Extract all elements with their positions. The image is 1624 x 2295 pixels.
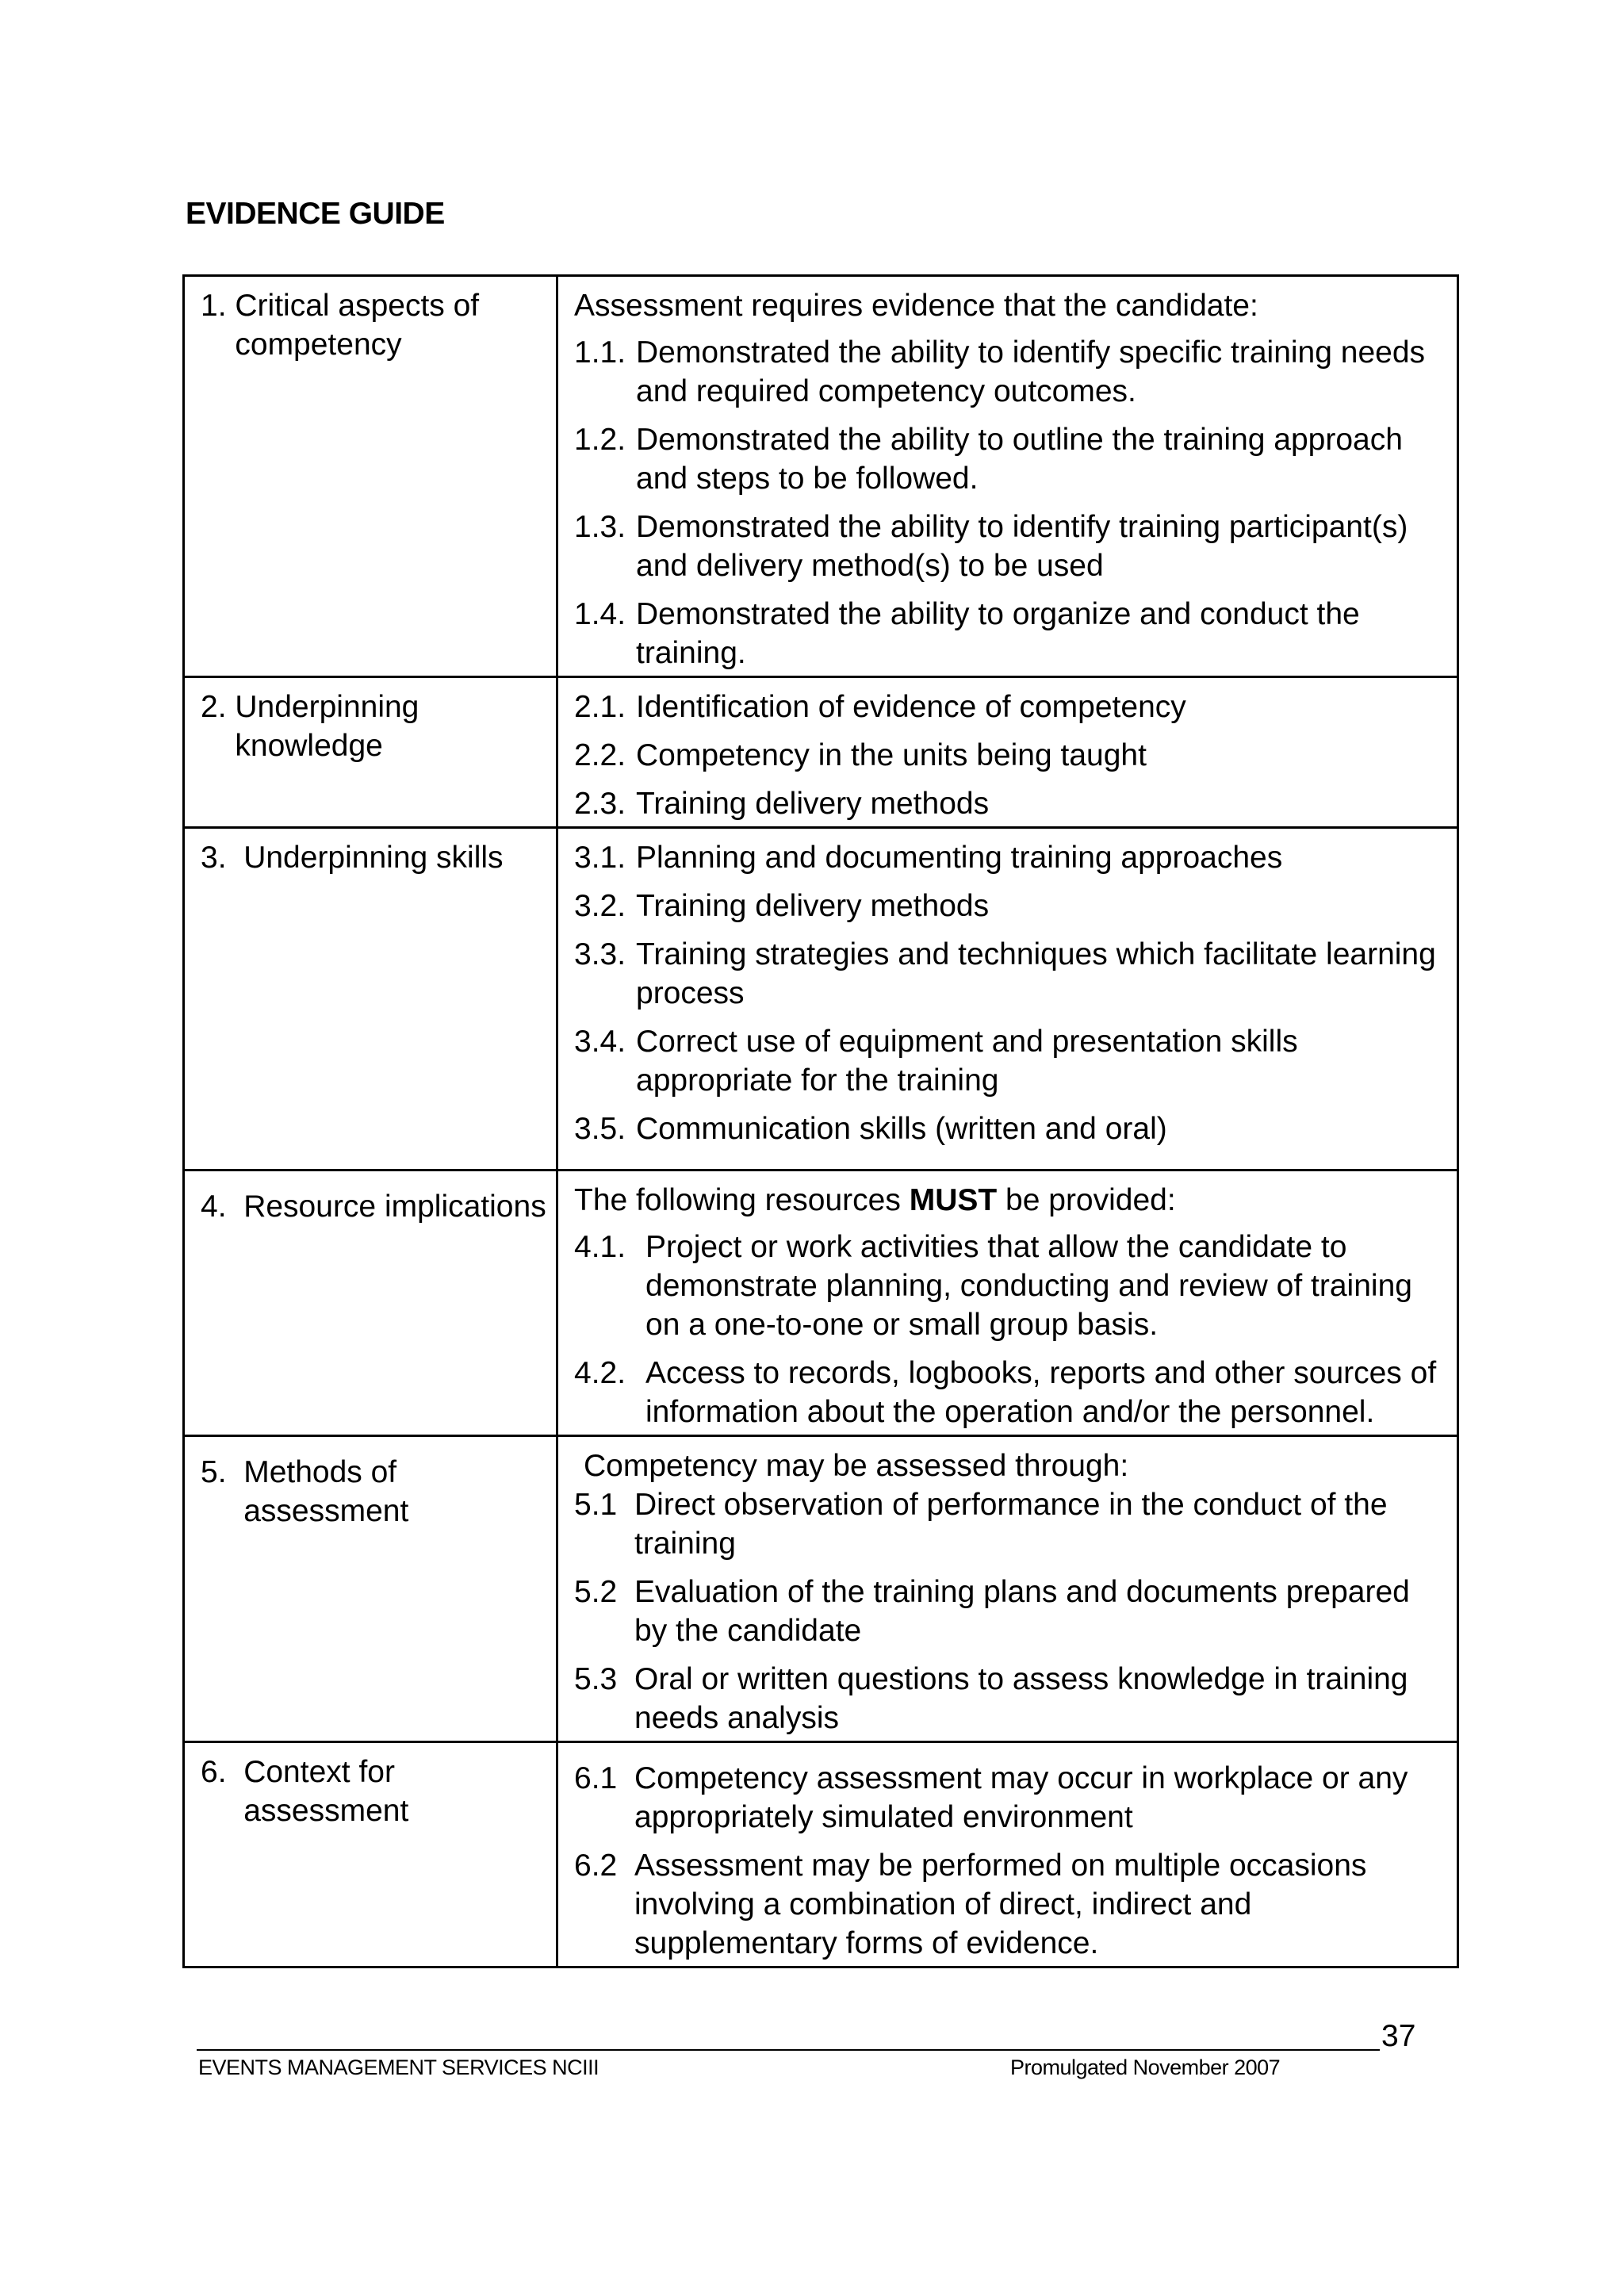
item-number: 3.1. xyxy=(574,841,626,875)
aspect-number: 5. xyxy=(201,1455,227,1489)
list-item xyxy=(574,1660,1444,1738)
item-number: 3.2. xyxy=(574,889,626,923)
list-item xyxy=(574,1354,1444,1431)
item-number: 2.1. xyxy=(574,690,626,724)
aspect-label: Methods of assessment xyxy=(243,1455,409,1528)
list-item xyxy=(574,595,1444,672)
list-item xyxy=(574,838,1444,877)
item-number: 6.1 xyxy=(574,1761,618,1795)
item-text: Oral or written questions to assess knowledge in training needs analysis xyxy=(634,1662,1408,1735)
evidence-intro: Assessment requires evidence that the candidate: xyxy=(574,289,1258,323)
aspect-number: 4. xyxy=(201,1190,227,1224)
aspect-label: Underpinning knowledge xyxy=(235,690,419,763)
aspect-number: 3. xyxy=(201,841,227,875)
evidence-cell xyxy=(557,1170,1458,1436)
aspect-label: Critical aspects of competency xyxy=(235,289,480,362)
table-row xyxy=(184,1170,1458,1436)
list-item xyxy=(574,688,1444,726)
item-number: 1.1. xyxy=(574,335,626,370)
list-item xyxy=(574,736,1444,775)
aspect-number: 2. xyxy=(201,690,227,724)
footer-document-title: EVENTS MANAGEMENT SERVICES NCIII xyxy=(198,2056,599,2079)
item-text: Demonstrated the ability to identify training participant(s) and delivery method(s) to be used xyxy=(636,510,1408,583)
list-item xyxy=(574,1109,1444,1148)
table-row xyxy=(184,1436,1458,1742)
aspect-cell xyxy=(184,677,557,828)
aspect-cell xyxy=(184,1436,557,1742)
list-item xyxy=(574,420,1444,498)
evidence-guide-table xyxy=(182,274,1459,1968)
page-number: 37 xyxy=(1381,2019,1416,2053)
aspect-label: Underpinning skills xyxy=(243,841,504,875)
intro-emphasis: MUST xyxy=(909,1183,998,1217)
aspect-cell xyxy=(184,276,557,677)
list-item xyxy=(574,333,1444,411)
item-number: 3.5. xyxy=(574,1112,626,1146)
item-number: 1.3. xyxy=(574,510,626,544)
evidence-intro xyxy=(574,1181,1444,1220)
item-number: 1.4. xyxy=(574,597,626,631)
item-number: 5.3 xyxy=(574,1662,618,1696)
item-number: 6.2 xyxy=(574,1849,618,1883)
aspect-cell xyxy=(184,1170,557,1436)
evidence-cell xyxy=(557,677,1458,828)
item-number: 1.2. xyxy=(574,423,626,457)
intro-text: The following resources xyxy=(574,1183,910,1217)
evidence-cell xyxy=(557,828,1458,1170)
list-item xyxy=(574,887,1444,925)
list-item xyxy=(574,935,1444,1013)
item-text: Identification of evidence of competency xyxy=(636,690,1186,724)
item-text: Demonstrated the ability to outline the training approach and steps to be followed. xyxy=(636,423,1403,496)
item-text: Planning and documenting training approaches xyxy=(636,841,1283,875)
list-item xyxy=(574,1022,1444,1100)
aspect-label: Resource implications xyxy=(243,1190,546,1224)
item-number: 5.2 xyxy=(574,1575,618,1609)
list-item xyxy=(574,1846,1444,1963)
list-item xyxy=(574,508,1444,585)
list-item xyxy=(574,784,1444,823)
item-text: Demonstrated the ability to organize and conduct the training. xyxy=(636,597,1360,670)
footer-divider xyxy=(197,2049,1380,2051)
item-text: Direct observation of performance in the conduct of the training xyxy=(634,1488,1388,1561)
item-number: 3.3. xyxy=(574,937,626,971)
item-number: 4.2. xyxy=(574,1356,626,1390)
aspect-label: Context for assessment xyxy=(243,1755,409,1828)
intro-text: be provided: xyxy=(997,1183,1176,1217)
aspect-number: 1. xyxy=(201,289,227,323)
item-text: Training delivery methods xyxy=(636,889,990,923)
list-item xyxy=(574,1759,1444,1837)
evidence-cell xyxy=(557,276,1458,677)
table-row xyxy=(184,828,1458,1170)
item-text: Assessment may be performed on multiple occasions involving a combination of direct, indirect and supplementary forms of evidence. xyxy=(634,1849,1367,1960)
page-title: EVIDENCE GUIDE xyxy=(186,197,445,231)
evidence-cell xyxy=(557,1742,1458,1967)
list-item xyxy=(574,1228,1444,1344)
item-text: Competency in the units being taught xyxy=(636,738,1147,772)
item-text: Communication skills (written and oral) xyxy=(636,1112,1167,1146)
item-text: Project or work activities that allow the candidate to demonstrate planning, conducting and review of training on a one-to-one or small group basis. xyxy=(645,1230,1412,1342)
item-number: 2.3. xyxy=(574,787,626,821)
table-row xyxy=(184,677,1458,828)
list-item xyxy=(574,1485,1444,1563)
item-number: 3.4. xyxy=(574,1025,626,1059)
item-number: 4.1. xyxy=(574,1230,626,1264)
evidence-intro: Competency may be assessed through: xyxy=(584,1449,1129,1483)
item-number: 2.2. xyxy=(574,738,626,772)
item-text: Evaluation of the training plans and documents prepared by the candidate xyxy=(634,1575,1410,1648)
item-text: Training strategies and techniques which facilitate learning process xyxy=(636,937,1436,1010)
item-text: Correct use of equipment and presentation skills appropriate for the training xyxy=(636,1025,1298,1098)
item-text: Access to records, logbooks, reports and other sources of information about the operation and/or the personnel. xyxy=(645,1356,1437,1429)
table-row xyxy=(184,276,1458,677)
list-item xyxy=(574,1573,1444,1650)
item-text: Competency assessment may occur in workplace or any appropriately simulated environment xyxy=(634,1761,1408,1834)
aspect-cell xyxy=(184,828,557,1170)
aspect-cell xyxy=(184,1742,557,1967)
footer-promulgation-date: Promulgated November 2007 xyxy=(1010,2056,1281,2079)
aspect-number: 6. xyxy=(201,1755,227,1789)
table-row xyxy=(184,1742,1458,1967)
item-number: 5.1 xyxy=(574,1488,618,1522)
item-text: Demonstrated the ability to identify specific training needs and required competency outcomes. xyxy=(636,335,1426,408)
evidence-cell xyxy=(557,1436,1458,1742)
item-text: Training delivery methods xyxy=(636,787,990,821)
